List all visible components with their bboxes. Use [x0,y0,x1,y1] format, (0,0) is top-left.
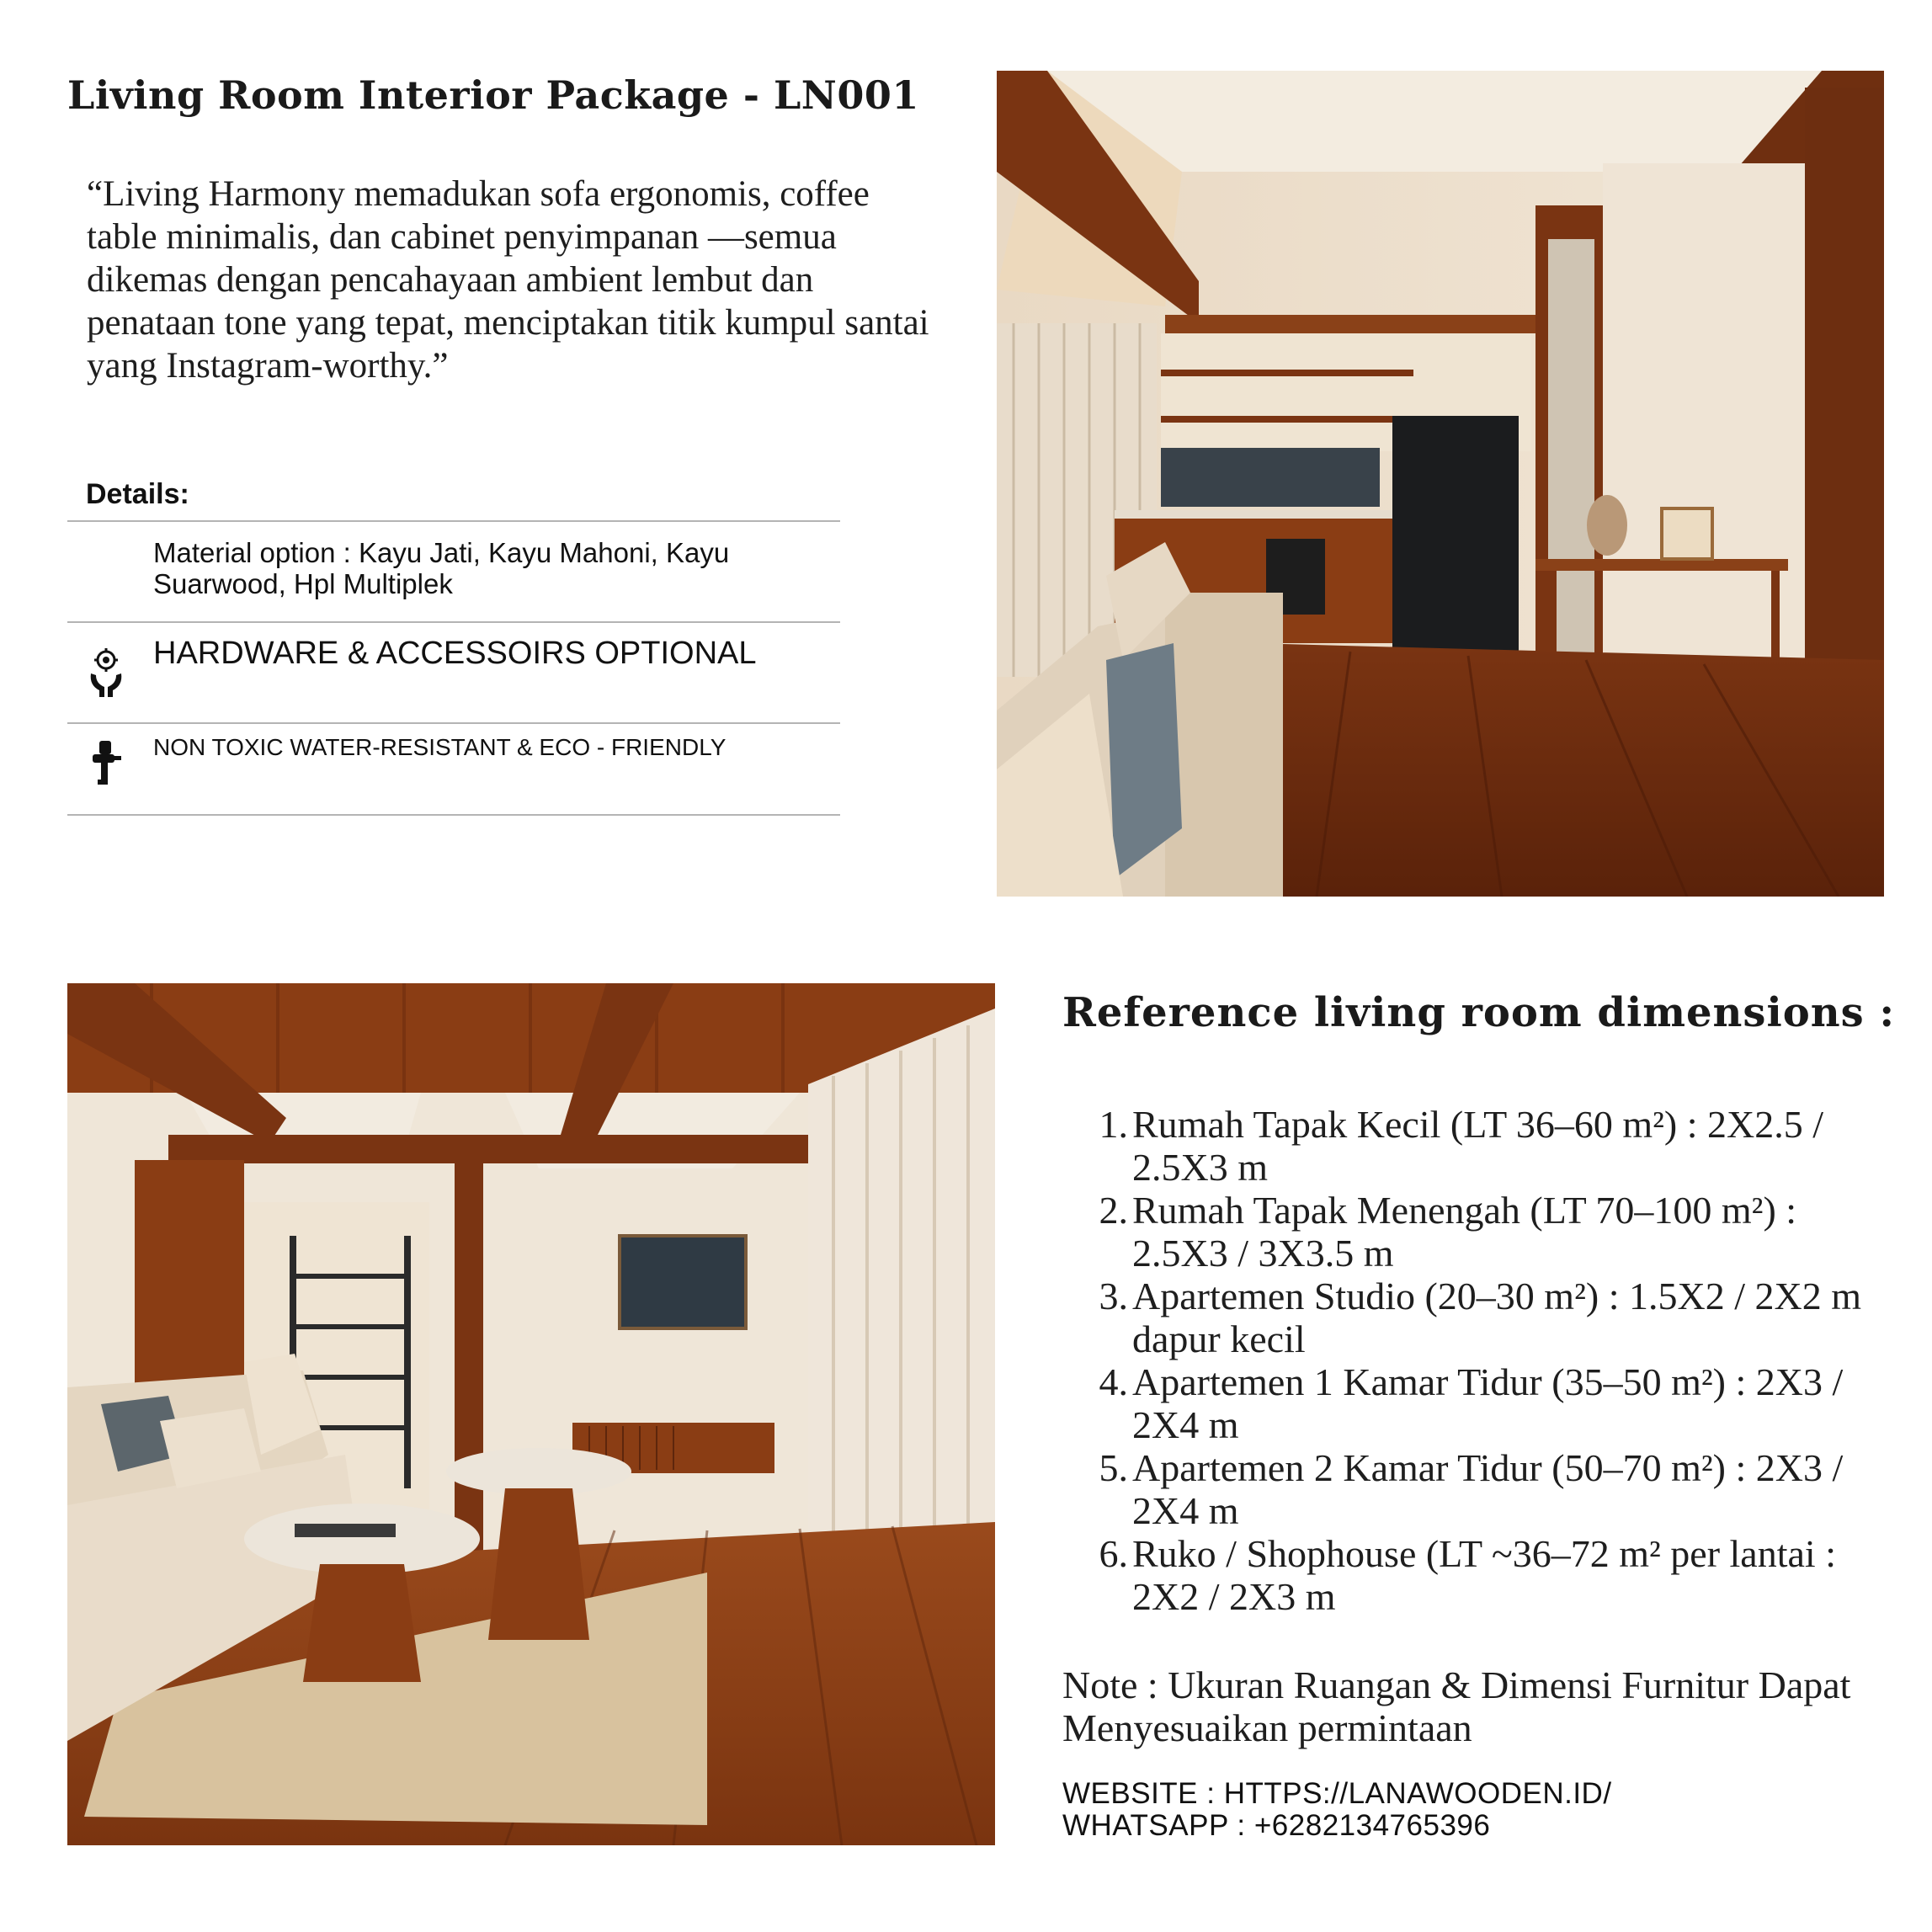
divider [67,722,840,724]
list-number: 1. [1099,1103,1128,1146]
eco-friendly-text: NON TOXIC WATER-RESISTANT & ECO - FRIENDLY [153,734,726,760]
spray-gun-icon [88,739,125,790]
hardware-accessories-text: HARDWARE & ACCESSOIRS OPTIONAL [153,636,757,671]
living-room-photo [67,983,995,1845]
material-option-text: Material option : Kayu Jati, Kayu Mahoni, Kayu Suarwood, Hpl Multiplek [153,537,730,599]
contact-info [1062,1778,1904,1842]
reference-list [1091,1103,1899,1618]
divider [67,621,840,623]
list-text: Apartemen 2 Kamar Tidur (50–70 m²) : 2X3 / 2X4 m [1132,1446,1844,1532]
list-text: Rumah Tapak Menengah (LT 70–100 m²) : 2.5X3 / 3X3.5 m [1132,1189,1797,1275]
list-item [1091,1103,1899,1189]
reference-heading: Reference living room dimensions : [1062,989,1896,1036]
list-item [1091,1360,1899,1446]
list-number: 3. [1099,1275,1128,1317]
list-number: 6. [1099,1532,1128,1575]
kitchen-living-photo [997,71,1884,897]
list-number: 2. [1099,1189,1128,1232]
note-text: Note : Ukuran Ruangan & Dimensi Furnitur Dapat Menyesuaikan permintaan [1062,1663,1851,1749]
list-text: Rumah Tapak Kecil (LT 36–60 m²) : 2X2.5 / 2.5X3 m [1132,1103,1824,1189]
details-heading: Details: [86,478,189,510]
product-description: “Living Harmony memadukan sofa ergonomis, coffee table minimalis, dan cabinet penyimpanan —semua dikemas dengan pencahayaan ambient lembut dan penataan tone yang tepat, menciptakan titik kumpul santai yang Instagram-worthy.” [87,174,929,386]
page-title: Living Room Interior Package - LN001 [67,72,919,118]
list-text: Ruko / Shophouse (LT ~36–72 m² per lantai : 2X2 / 2X3 m [1132,1532,1836,1618]
whatsapp-contact[interactable]: WHATSAPP : +6282134765396 [1062,1809,1491,1842]
list-item [1091,1189,1899,1275]
list-number: 5. [1099,1446,1128,1489]
list-number: 4. [1099,1360,1128,1403]
list-text: Apartemen 1 Kamar Tidur (35–50 m²) : 2X3 / 2X4 m [1132,1360,1844,1446]
website-link[interactable]: WEBSITE : HTTPS://LANAWOODEN.ID/ [1062,1777,1612,1810]
list-item [1091,1275,1899,1360]
divider [67,814,840,816]
gear-hand-icon [88,648,125,699]
divider [67,520,840,522]
list-item [1091,1446,1899,1532]
list-item [1091,1532,1899,1618]
list-text: Apartemen Studio (20–30 m²) : 1.5X2 / 2X2 m dapur kecil [1132,1275,1861,1360]
